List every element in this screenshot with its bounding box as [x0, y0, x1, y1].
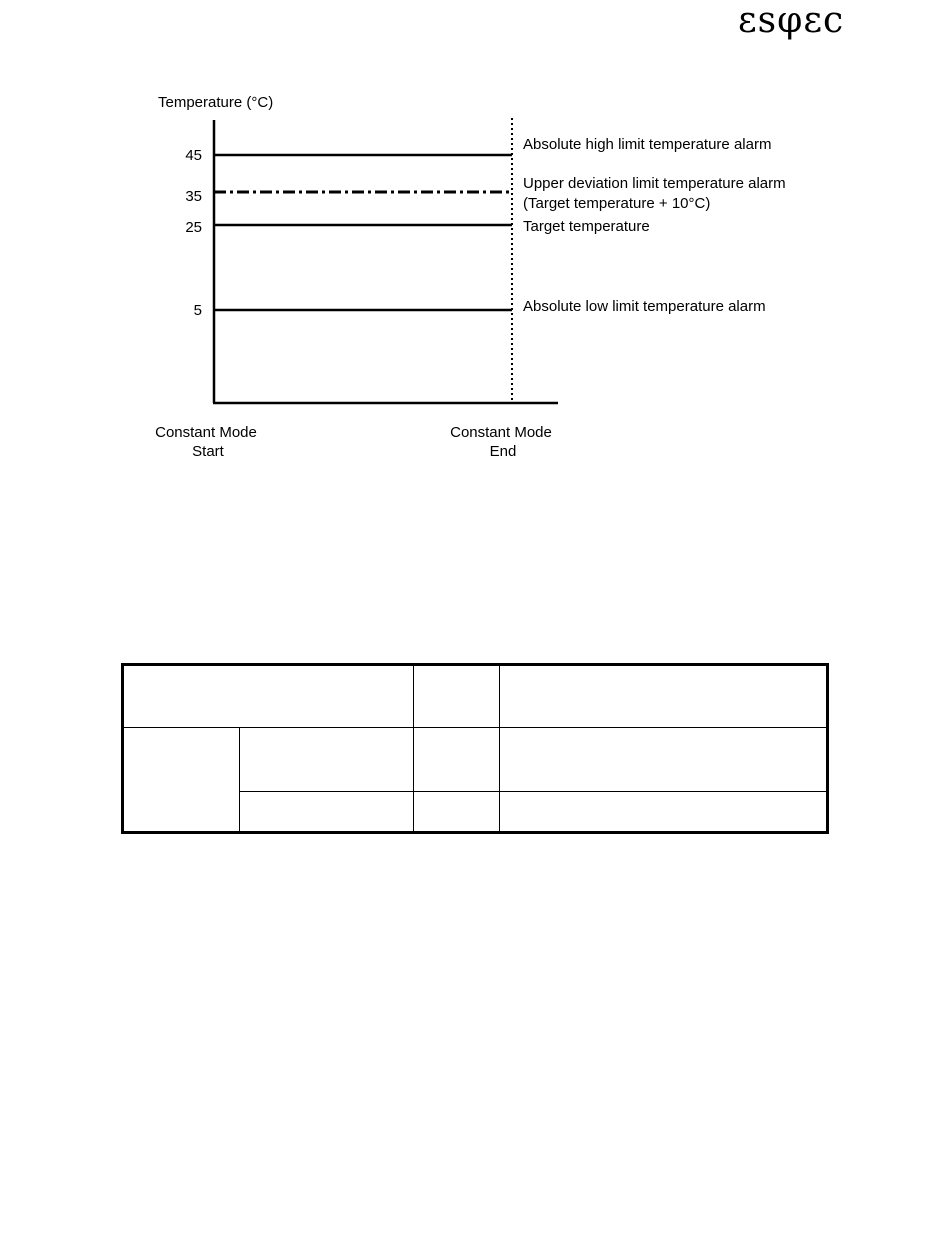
y-axis-label: Temperature (°C) — [158, 94, 274, 111]
annotation-target: Target temperature — [523, 218, 650, 235]
x-label-end-sub: End — [489, 443, 517, 460]
annotation-absolute-high: Absolute high limit temperature alarm — [523, 136, 772, 153]
x-label-end: Constant Mode — [450, 424, 552, 441]
annotation-absolute-low: Absolute low limit temperature alarm — [523, 298, 766, 315]
annotation-upper-deviation-detail: (Target temperature + 10°C) — [523, 195, 711, 212]
table-row — [123, 665, 828, 728]
table-cell — [413, 792, 500, 833]
tick-label: 5 — [193, 302, 202, 319]
temperature-alarm-diagram — [0, 0, 950, 520]
table-cell — [239, 792, 413, 833]
table-cell — [239, 728, 413, 792]
table-row — [123, 728, 828, 792]
x-label-start: Constant Mode — [155, 424, 257, 441]
table-cell — [413, 728, 500, 792]
table-cell — [123, 665, 414, 728]
espec-logo: εsφεc — [738, 0, 845, 41]
table-cell — [413, 665, 500, 728]
table-cell — [123, 728, 240, 833]
table-cell — [500, 665, 828, 728]
table-cell — [500, 728, 828, 792]
annotation-upper-deviation: Upper deviation limit temperature alarm — [523, 175, 786, 192]
table-cell — [500, 792, 828, 833]
tick-label: 35 — [185, 188, 202, 205]
tick-label: 25 — [185, 219, 202, 236]
x-label-start-sub: Start — [192, 443, 224, 460]
specification-table — [121, 663, 829, 834]
tick-label: 45 — [185, 147, 202, 164]
